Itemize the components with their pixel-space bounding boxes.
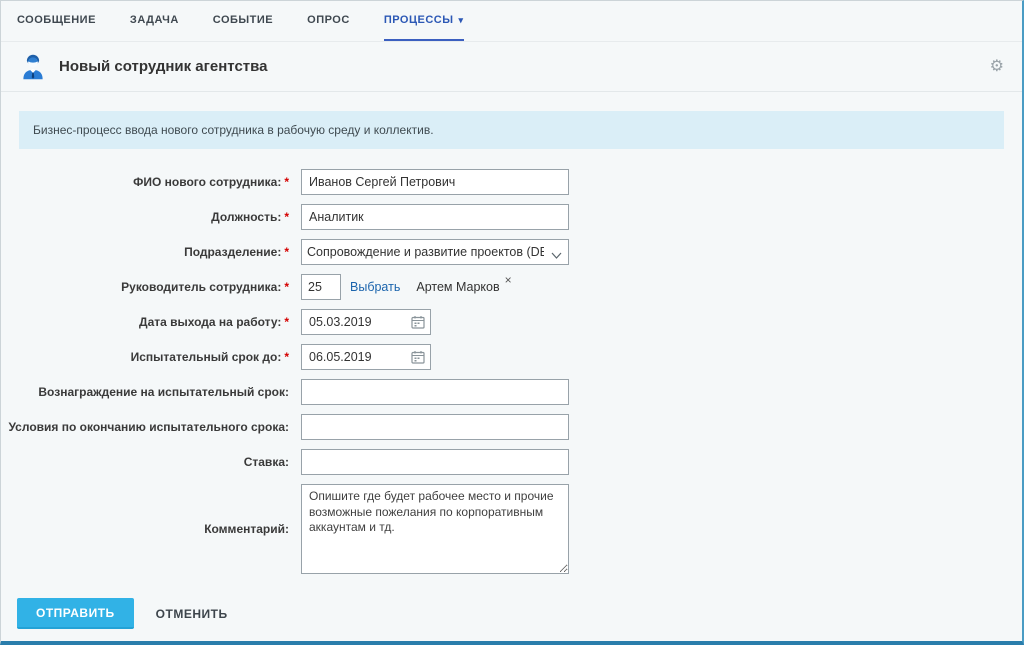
page-title: Новый сотрудник агентства — [59, 58, 268, 75]
probation-reward-input[interactable] — [301, 379, 569, 405]
tab-event-label: СОБЫТИЕ — [212, 14, 274, 26]
field-label — [1, 309, 301, 335]
required-asterisk: * — [284, 175, 289, 189]
page-header — [1, 42, 1022, 92]
required-asterisk: * — [284, 350, 289, 364]
field-label-text: Испытательный срок до: — [130, 350, 282, 364]
submit-button[interactable]: ОТПРАВИТЬ — [17, 598, 134, 629]
required-asterisk: * — [284, 315, 289, 329]
tab-message[interactable] — [17, 1, 96, 41]
field-label-text: Ставка: — [243, 455, 289, 469]
field-label-text: Условия по окончанию испытательного срока: — [8, 420, 289, 434]
form-row-rate — [1, 449, 1022, 475]
post-probation-terms-input[interactable] — [301, 414, 569, 440]
tab-processes[interactable] — [384, 1, 464, 41]
field-label — [1, 414, 301, 440]
rate-input[interactable] — [301, 449, 569, 475]
tab-message-label: СООБЩЕНИЕ — [17, 14, 96, 26]
comment-textarea[interactable] — [301, 484, 569, 574]
field-label-text: Подразделение: — [184, 245, 282, 259]
tab-poll[interactable] — [307, 1, 350, 41]
cancel-button[interactable]: ОТМЕНИТЬ — [155, 606, 228, 621]
manager-choose-link[interactable]: Выбрать — [350, 280, 401, 294]
field-label-text: Дата выхода на работу: — [139, 315, 282, 329]
required-asterisk: * — [284, 245, 289, 259]
required-asterisk: * — [284, 210, 289, 224]
form-row-manager — [1, 274, 1022, 300]
field-label — [1, 239, 301, 265]
start-date-input[interactable] — [301, 309, 431, 335]
form-row-position — [1, 204, 1022, 230]
form-row-probation-reward — [1, 379, 1022, 405]
employee-icon — [19, 53, 47, 81]
new-employee-form — [1, 169, 1022, 574]
field-label-text: Комментарий: — [204, 522, 289, 536]
form-row-probation-end — [1, 344, 1022, 370]
form-row-post-probation-terms — [1, 414, 1022, 440]
form-row-fullname — [1, 169, 1022, 195]
field-label — [1, 274, 301, 300]
position-input[interactable] — [301, 204, 569, 230]
gear-icon[interactable]: ⚙ — [989, 57, 1004, 75]
close-icon[interactable]: × — [504, 273, 512, 287]
form-actions — [17, 598, 1022, 629]
field-label — [1, 522, 301, 536]
tab-task[interactable] — [130, 1, 179, 41]
field-label — [1, 379, 301, 405]
probation-end-date-input[interactable] — [301, 344, 431, 370]
fullname-input[interactable] — [301, 169, 569, 195]
field-label-text: Руководитель сотрудника: — [121, 280, 282, 294]
field-label — [1, 449, 301, 475]
field-label — [1, 344, 301, 370]
field-label-text: Должность: — [211, 210, 282, 224]
tab-poll-label: ОПРОС — [307, 14, 350, 26]
tab-event[interactable] — [213, 1, 273, 41]
field-label — [1, 169, 301, 195]
caret-down-icon: ▾ — [458, 14, 464, 25]
form-row-comment — [1, 484, 1022, 574]
tab-bar — [1, 1, 1022, 42]
field-label — [1, 204, 301, 230]
manager-selected-name: Артем Марков — [416, 280, 500, 294]
department-select[interactable] — [301, 239, 569, 265]
tab-processes-label: ПРОЦЕССЫ — [383, 14, 454, 26]
form-row-start-date — [1, 309, 1022, 335]
manager-id-input[interactable] — [301, 274, 341, 300]
tab-task-label: ЗАДАЧА — [129, 14, 179, 26]
field-label-text: ФИО нового сотрудника: — [133, 175, 282, 189]
required-asterisk: * — [284, 280, 289, 294]
field-label-text: Вознаграждение на испытательный срок: — [38, 385, 289, 399]
form-row-department — [1, 239, 1022, 265]
process-description-banner: Бизнес-процесс ввода нового сотрудника в рабочую среду и коллектив. — [19, 111, 1004, 149]
